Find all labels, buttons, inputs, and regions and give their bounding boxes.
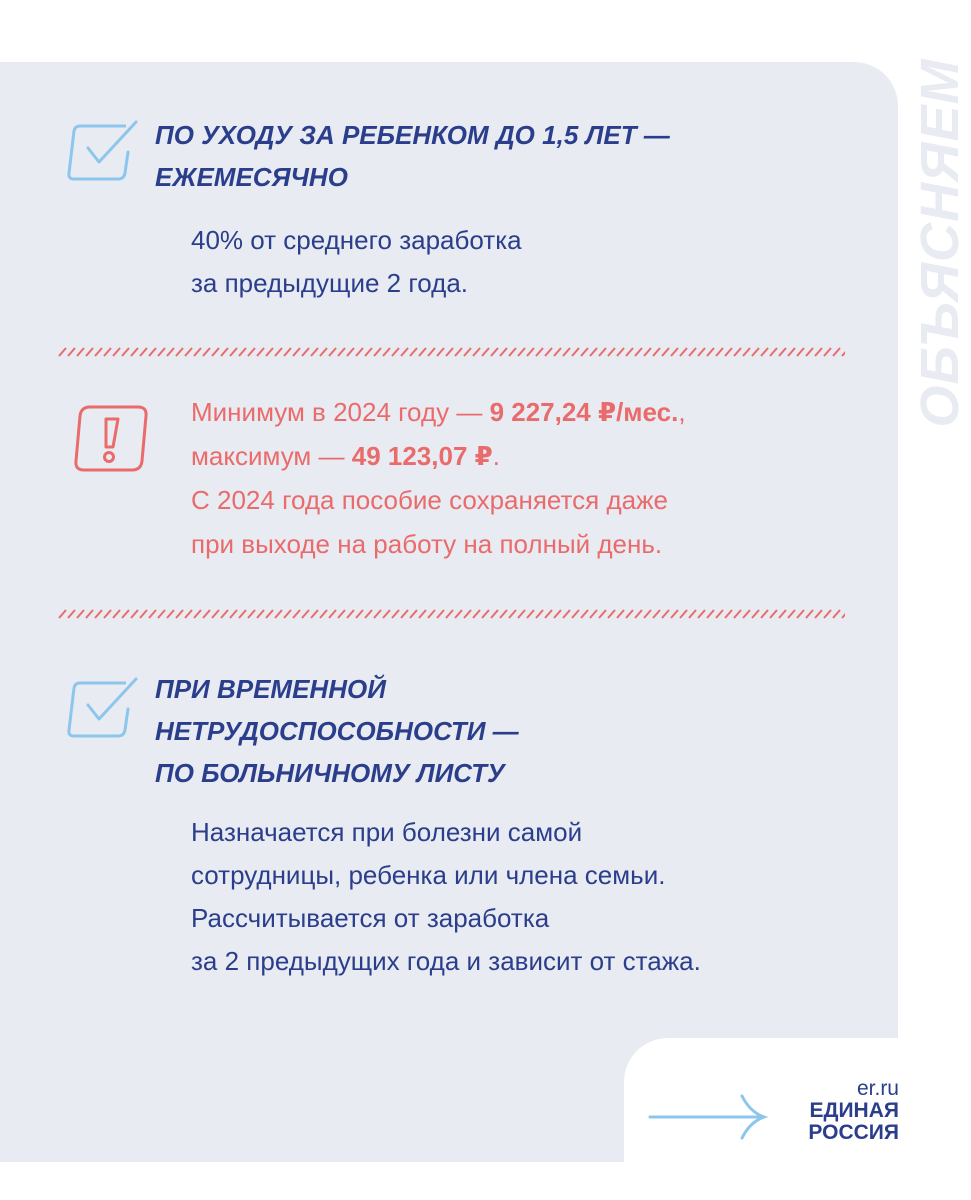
section-heading-childcare: ПО УХОДУ ЗА РЕБЕНКОМ ДО 1,5 ЛЕТ — ЕЖЕМЕСЯЧНО xyxy=(155,120,670,192)
section-body-childcare: 40% от среднего заработка за предыдущие 2 года. xyxy=(191,225,522,298)
side-label: ОБЪЯСНЯЕМ xyxy=(910,58,970,428)
brand-logo xyxy=(808,1078,899,1144)
divider xyxy=(58,347,845,357)
checkbox-check-icon xyxy=(66,118,142,184)
brand-name: ЕДИНАЯ РОССИЯ xyxy=(808,1099,899,1144)
warning-line-4: при выходе на работу на полный день. xyxy=(191,529,663,559)
section-body-sick-leave: Назначается при болезни самой сотрудницы, ребенка или члена семьи. Рассчитывается от заработка за 2 предыдущих года и зависит от стажа. xyxy=(191,817,701,976)
warning-text xyxy=(191,390,686,566)
warning-line-max: максимум — 49 123,07 ₽. xyxy=(191,441,500,471)
warning-line-3: С 2024 года пособие сохраняется даже xyxy=(191,485,668,515)
warning-line-min: Минимум в 2024 году — 9 227,24 ₽/мес., xyxy=(191,397,686,427)
arrow-right-icon xyxy=(650,1094,768,1140)
exclamation-icon xyxy=(70,403,150,475)
divider xyxy=(58,609,845,619)
brand-url: er.ru xyxy=(856,1077,899,1100)
checkbox-check-icon xyxy=(66,675,142,741)
section-heading-sick-leave: ПРИ ВРЕМЕННОЙ НЕТРУДОСПОСОБНОСТИ — ПО БОЛЬНИЧНОМУ ЛИСТУ xyxy=(155,674,519,788)
